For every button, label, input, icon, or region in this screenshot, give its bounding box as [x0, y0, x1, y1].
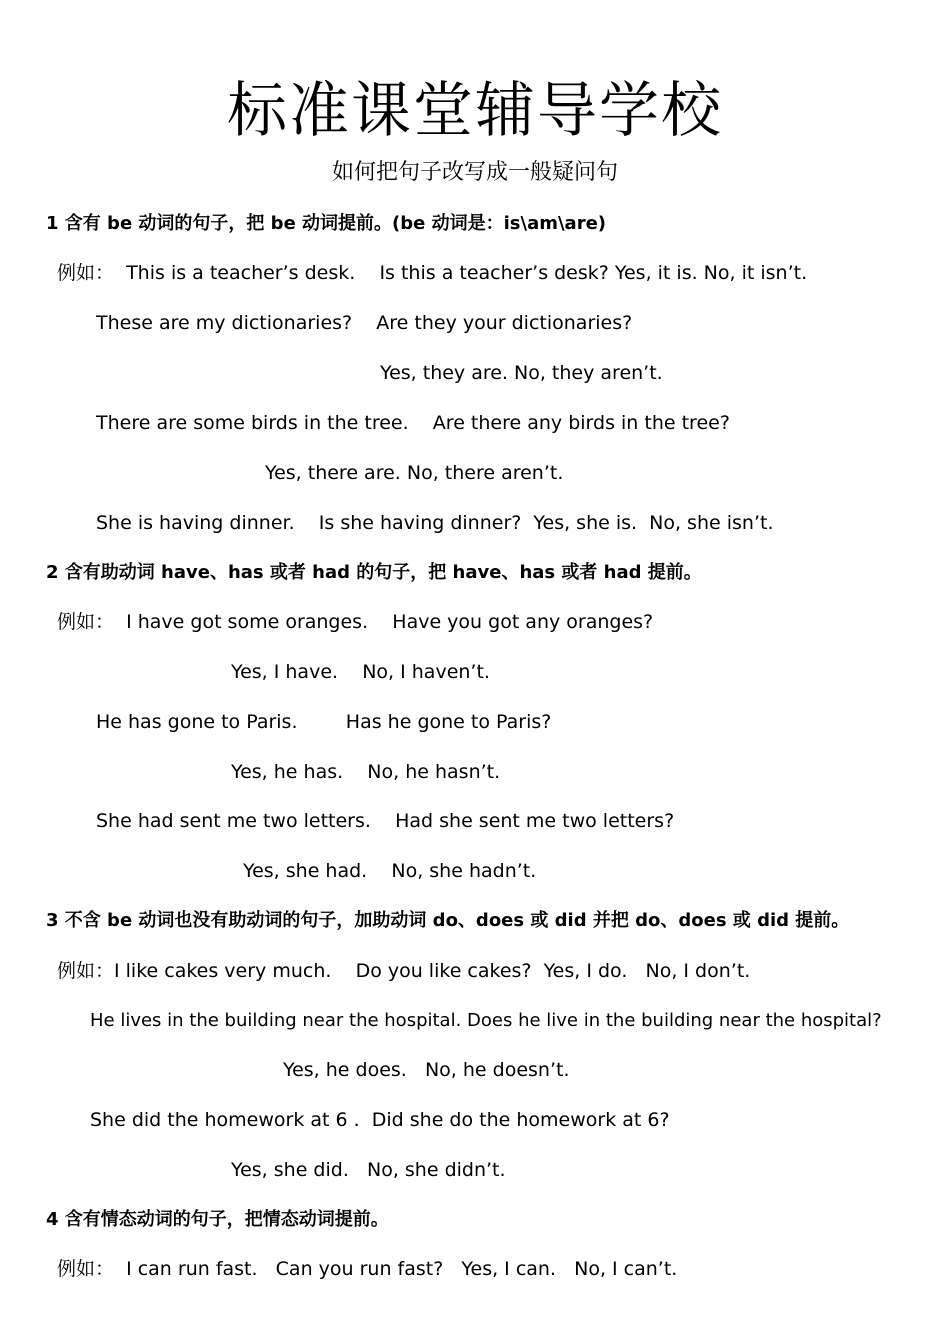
example-line: She did the homework at 6 . Did she do the homework at 6? — [90, 1109, 670, 1131]
answer-line: Yes, he has. No, he hasn’t. — [231, 761, 501, 783]
answer-line: Yes, they are. No, they aren’t. — [380, 362, 663, 384]
answer-line: Yes, I have. No, I haven’t. — [231, 661, 490, 683]
page-title: 标准课堂辅导学校 — [227, 76, 723, 146]
answer-line: Yes, she had. No, she hadn’t. — [243, 860, 537, 882]
page-subtitle: 如何把句子改写成一般疑问句 — [331, 160, 618, 185]
example-line: 例如： I can run fast. Can you run fast? Yes, I can. No, I can’t. — [57, 1258, 678, 1280]
example-line: He lives in the building near the hospital. Does he live in the building near the hospital? — [90, 1010, 882, 1031]
example-line: He has gone to Paris. Has he gone to Paris? — [96, 711, 552, 733]
example-line: She had sent me two letters. Had she sent me two letters? — [96, 810, 675, 832]
section-heading-2: 2 含有助动词 have、has 或者 had 的句子，把 have、has 或者 had 提前。 — [46, 562, 702, 583]
section-heading-3: 3 不含 be 动词也没有助动词的句子，加助动词 do、does 或 did 并把 do、does 或 did 提前。 — [46, 910, 850, 931]
example-line: 例如： This is a teacher’s desk. Is this a teacher’s desk? Yes, it is. No, it isn’t. — [57, 262, 808, 284]
example-line: There are some birds in the tree. Are there any birds in the tree? — [96, 412, 730, 434]
example-line: 例如：I like cakes very much. Do you like cakes? Yes, I do. No, I don’t. — [57, 960, 751, 982]
answer-line: Yes, she did. No, she didn’t. — [231, 1159, 506, 1181]
example-line: She is having dinner. Is she having dinner? Yes, she is. No, she isn’t. — [96, 512, 774, 534]
section-heading-1: 1 含有 be 动词的句子，把 be 动词提前。(be 动词是：is\am\are) — [46, 213, 607, 234]
section-heading-4: 4 含有情态动词的句子，把情态动词提前。 — [46, 1209, 389, 1230]
example-line: 例如： I have got some oranges. Have you got any oranges? — [57, 611, 654, 633]
answer-line: Yes, there are. No, there aren’t. — [265, 462, 564, 484]
answer-line: Yes, he does. No, he doesn’t. — [283, 1059, 570, 1081]
example-line: These are my dictionaries? Are they your dictionaries? — [96, 312, 633, 334]
